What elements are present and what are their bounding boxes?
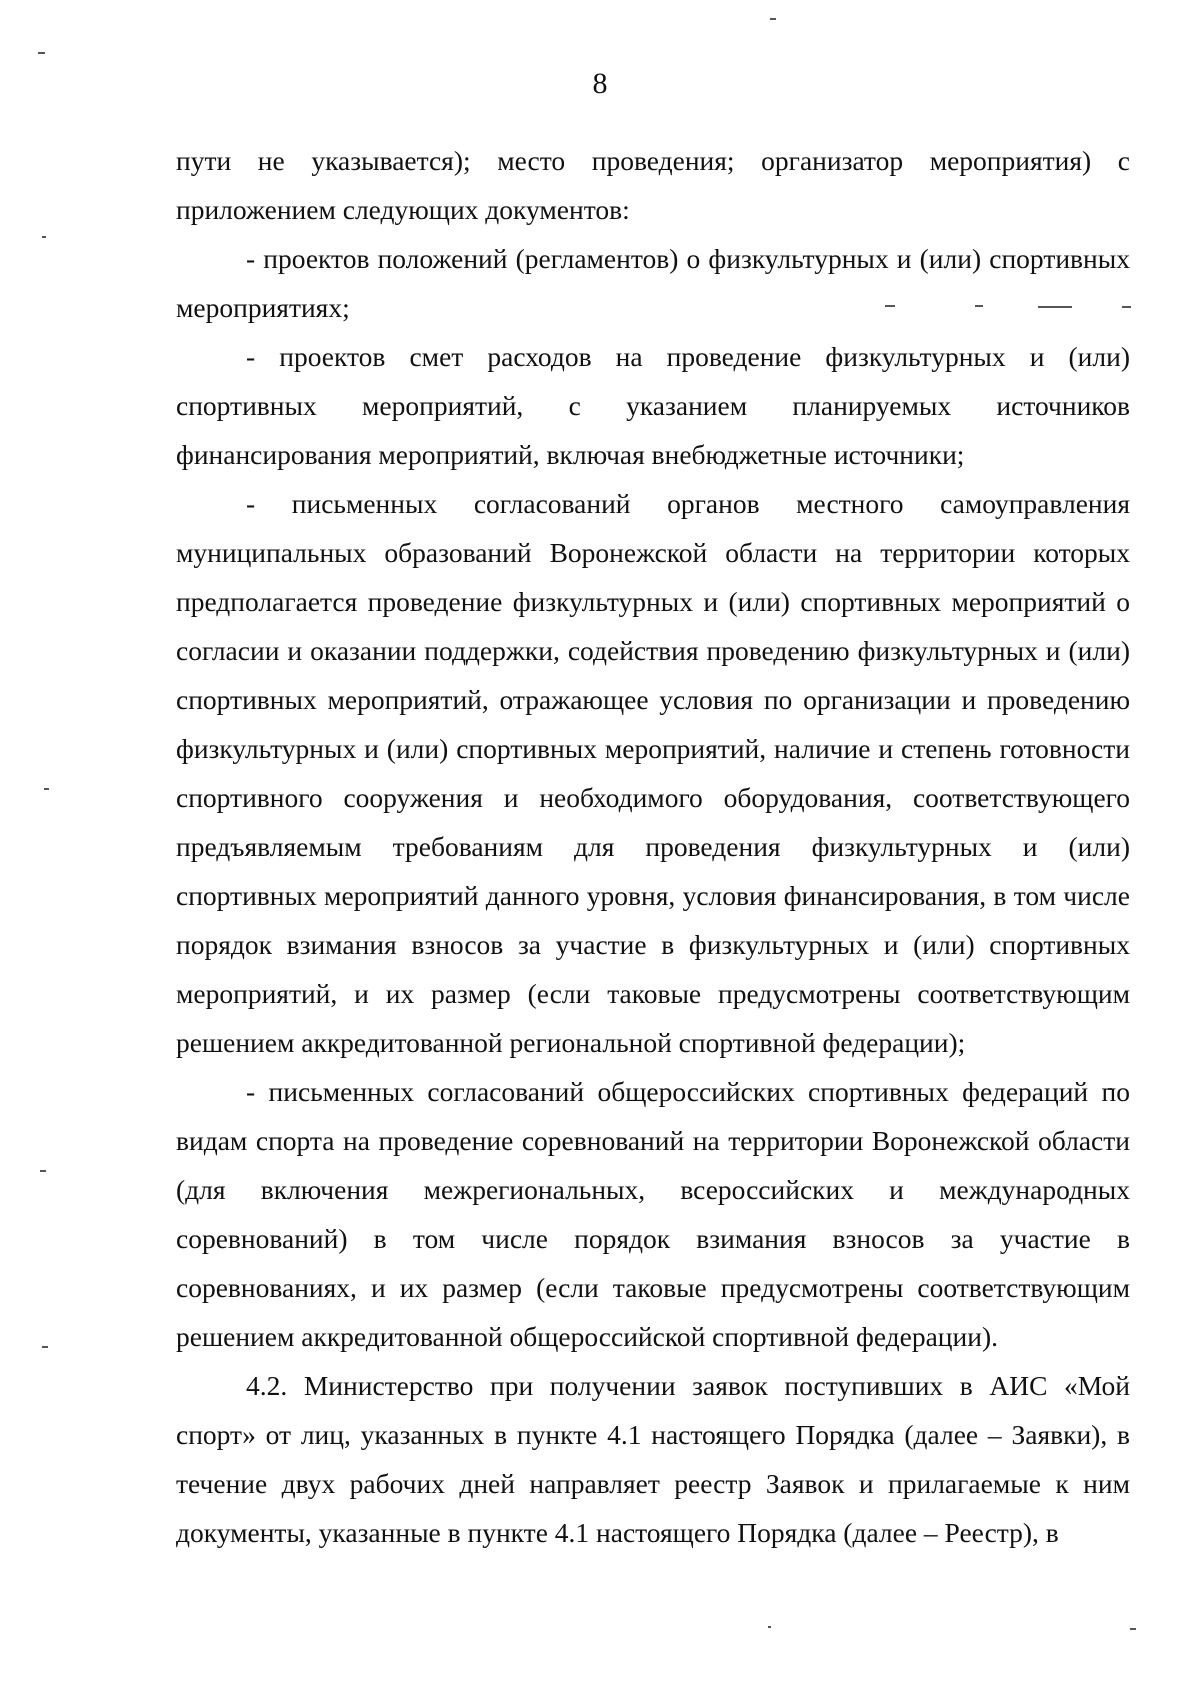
scan-artifact: [1130, 1628, 1136, 1630]
list-item-budget-estimates: - проектов смет расходов на проведение физкультурных и (или) спортивных мероприятий, с указанием планируемых источников финансирования мероприятий, включая внебюджетные источники;: [176, 341, 1130, 470]
scan-artifact: [768, 1626, 771, 1628]
paragraph-continuation: пути не указывается); место проведения; организатор мероприятия) с приложением следующих документов:: [176, 145, 1130, 225]
document-body: [176, 136, 1130, 1557]
scan-artifact: [42, 1346, 48, 1348]
scan-artifact: [40, 1170, 46, 1172]
list-item-regulations: - проектов положений (регламентов) о физкультурных и (или) спортивных мероприятиях;: [176, 243, 1130, 323]
page-number: 8: [592, 67, 608, 100]
scan-artifact: [42, 236, 46, 238]
list-item-federation-approvals: - письменных согласований общероссийских спортивных федераций по видам спорта на проведение соревнований на территории Воронежской области (для включения межрегиональных, всероссийских и международных соревнований) в том числе порядок взимания взносов за участие в соревнованиях, и их размер (если таковые предусмотрены соответствующим решением аккредитованной общероссийской спортивной федерации).: [176, 1076, 1130, 1352]
scan-artifact: [44, 788, 49, 790]
paragraph-section-4-2: 4.2. Министерство при получении заявок поступивших в АИС «Мой спорт» от лиц, указанных в пункте 4.1 настоящего Порядка (далее – Заявки), в течение двух рабочих дней направляет реестр Заявок и прилагаемые к ним документы, указанные в пункте 4.1 настоящего Порядка (далее – Реестр), в: [176, 1370, 1130, 1548]
list-item-municipal-approvals: - письменных согласований органов местного самоуправления муниципальных образований Воронежской области на территории которых предполагается проведение физкультурных и (или) спортивных мероприятий о согласии и оказании поддержки, содействия проведению физкультурных и (или) спортивных мероприятий, отражающее условия по организации и проведению физкультурных и (или) спортивных мероприятий, наличие и степень готовности спортивного сооружения и необходимого оборудования, соответствующего предъявляемым требованиям для проведения физкультурных и (или) спортивных мероприятий данного уровня, условия финансирования, в том числе порядок взимания взносов за участие в физкультурных и (или) спортивных мероприятий, и их размер (если таковые предусмотрены соответствующим решением аккредитованной региональной спортивной федерации);: [176, 488, 1130, 1058]
scan-artifact: [770, 18, 776, 20]
scan-artifact: [38, 52, 45, 54]
